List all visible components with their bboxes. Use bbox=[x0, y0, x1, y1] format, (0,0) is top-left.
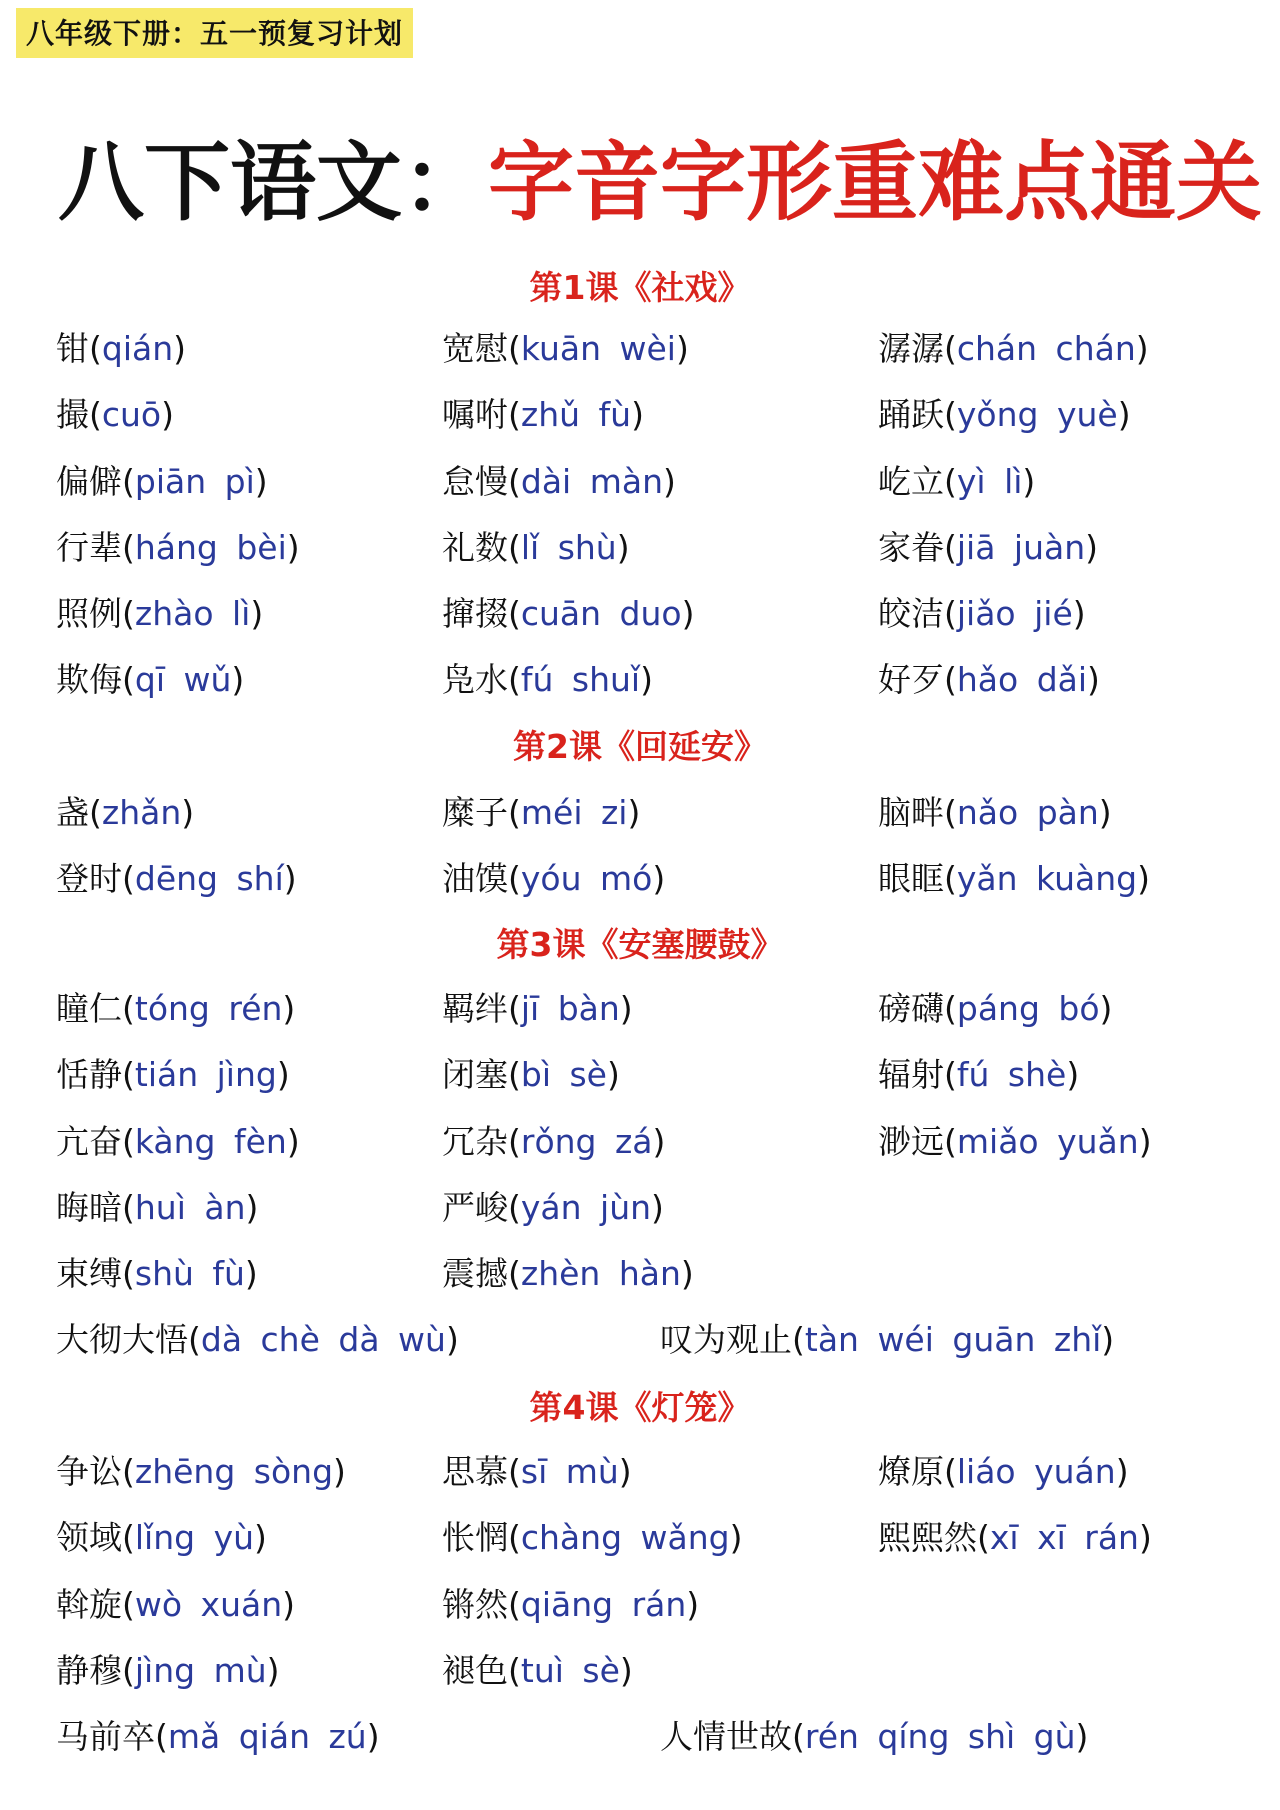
word-pinyin: fú shuǐ bbox=[520, 660, 641, 699]
close-paren: ) bbox=[651, 1188, 664, 1227]
word-pinyin: mǎ qián zú bbox=[167, 1717, 367, 1756]
vocab-entry bbox=[442, 787, 640, 839]
vocab-entry bbox=[442, 1645, 633, 1697]
word-characters: 眼眶 bbox=[878, 859, 944, 898]
vocab-entry bbox=[442, 389, 644, 441]
close-paren: ) bbox=[681, 594, 695, 633]
vocab-entry bbox=[878, 853, 1150, 905]
word-characters: 宽慰 bbox=[442, 329, 508, 368]
word-pinyin: yǒng yuè bbox=[956, 395, 1118, 434]
vocab-entry bbox=[56, 456, 268, 508]
word-characters: 辐射 bbox=[878, 1055, 944, 1094]
open-paren: ( bbox=[508, 528, 521, 567]
close-paren: ) bbox=[618, 1452, 632, 1491]
open-paren: ( bbox=[508, 793, 521, 832]
close-paren: ) bbox=[631, 395, 644, 434]
word-pinyin: tuì sè bbox=[520, 1651, 620, 1690]
word-pinyin: dà chè dà wù bbox=[200, 1320, 446, 1359]
word-pinyin: bì sè bbox=[520, 1055, 607, 1094]
close-paren: ) bbox=[652, 1122, 666, 1161]
vocab-entry-idiom bbox=[660, 1711, 1088, 1763]
word-pinyin: dài màn bbox=[520, 462, 663, 501]
close-paren: ) bbox=[254, 1518, 267, 1557]
word-characters: 脑畔 bbox=[878, 793, 944, 832]
open-paren: ( bbox=[89, 395, 102, 434]
word-pinyin: háng bèi bbox=[134, 528, 287, 567]
vocab-row bbox=[0, 522, 1280, 578]
word-pinyin: zhào lì bbox=[134, 594, 251, 633]
word-characters: 恬静 bbox=[56, 1055, 122, 1094]
vocab-row-idioms bbox=[0, 1711, 1280, 1767]
close-paren: ) bbox=[286, 1122, 300, 1161]
close-paren: ) bbox=[675, 329, 689, 368]
close-paren: ) bbox=[282, 989, 296, 1028]
open-paren: ( bbox=[508, 1452, 521, 1491]
open-paren: ( bbox=[122, 1254, 135, 1293]
close-paren: ) bbox=[1137, 859, 1151, 898]
vocab-entry bbox=[56, 983, 295, 1035]
word-pinyin: nǎo pàn bbox=[956, 793, 1099, 832]
open-paren: ( bbox=[944, 859, 957, 898]
close-paren: ) bbox=[1075, 1717, 1089, 1756]
vocab-entry bbox=[56, 787, 194, 839]
vocab-entry bbox=[56, 588, 263, 640]
word-characters: 领域 bbox=[56, 1518, 122, 1557]
word-pinyin: xī xī rán bbox=[989, 1518, 1139, 1557]
word-characters: 屹立 bbox=[878, 462, 944, 501]
word-characters: 思慕 bbox=[442, 1452, 508, 1491]
close-paren: ) bbox=[276, 1055, 290, 1094]
word-pinyin: tàn wéi guān zhǐ bbox=[804, 1320, 1102, 1359]
word-characters: 钳 bbox=[56, 329, 89, 368]
close-paren: ) bbox=[250, 594, 264, 633]
open-paren: ( bbox=[122, 462, 135, 501]
open-paren: ( bbox=[122, 1122, 135, 1161]
vocab-entry bbox=[56, 1182, 258, 1234]
word-pinyin: fú shè bbox=[956, 1055, 1067, 1094]
word-characters: 盏 bbox=[56, 793, 89, 832]
close-paren: ) bbox=[1115, 1452, 1129, 1491]
open-paren: ( bbox=[508, 1188, 521, 1227]
word-pinyin: huì àn bbox=[134, 1188, 246, 1227]
word-pinyin: rǒng zá bbox=[520, 1122, 653, 1161]
close-paren: ) bbox=[1066, 1055, 1080, 1094]
word-characters: 照例 bbox=[56, 594, 122, 633]
lesson-heading: 第1课《社戏》 bbox=[529, 268, 751, 307]
open-paren: ( bbox=[89, 793, 102, 832]
close-paren: ) bbox=[333, 1452, 346, 1491]
vocab-entry bbox=[878, 1512, 1152, 1564]
open-paren: ( bbox=[122, 1651, 135, 1690]
word-characters: 燎原 bbox=[878, 1452, 944, 1491]
vocab-entry bbox=[878, 522, 1098, 574]
open-paren: ( bbox=[122, 1518, 135, 1557]
close-paren: ) bbox=[616, 528, 630, 567]
close-paren: ) bbox=[619, 989, 633, 1028]
open-paren: ( bbox=[792, 1320, 805, 1359]
word-characters: 叹为观止 bbox=[660, 1320, 792, 1359]
close-paren: ) bbox=[729, 1518, 743, 1557]
word-characters: 束缚 bbox=[56, 1254, 122, 1293]
close-paren: ) bbox=[282, 1585, 296, 1624]
vocab-entry bbox=[878, 1049, 1079, 1101]
word-characters: 震撼 bbox=[442, 1254, 508, 1293]
vocab-entry bbox=[442, 1116, 665, 1168]
close-paren: ) bbox=[652, 859, 666, 898]
close-paren: ) bbox=[1087, 660, 1100, 699]
vocab-entry bbox=[442, 1049, 620, 1101]
word-characters: 礼数 bbox=[442, 528, 508, 567]
close-paren: ) bbox=[1101, 1320, 1115, 1359]
vocab-row bbox=[0, 654, 1280, 710]
vocab-entry bbox=[442, 1512, 742, 1564]
open-paren: ( bbox=[508, 989, 521, 1028]
open-paren: ( bbox=[122, 1452, 135, 1491]
vocab-row bbox=[0, 1645, 1280, 1701]
word-pinyin: yóu mó bbox=[520, 859, 653, 898]
word-characters: 磅礴 bbox=[878, 989, 944, 1028]
word-pinyin: qiāng rán bbox=[520, 1585, 687, 1624]
open-paren: ( bbox=[122, 1585, 135, 1624]
word-characters: 踊跃 bbox=[878, 395, 944, 434]
word-characters: 油馍 bbox=[442, 859, 508, 898]
open-paren: ( bbox=[508, 1585, 521, 1624]
open-paren: ( bbox=[508, 1254, 521, 1293]
open-paren: ( bbox=[508, 594, 521, 633]
close-paren: ) bbox=[366, 1717, 380, 1756]
word-pinyin: páng bó bbox=[956, 989, 1100, 1028]
vocab-row bbox=[0, 1579, 1280, 1635]
vocab-entry bbox=[56, 1049, 290, 1101]
open-paren: ( bbox=[977, 1518, 990, 1557]
vocab-entry bbox=[56, 323, 186, 375]
vocab-row bbox=[0, 456, 1280, 512]
close-paren: ) bbox=[1072, 594, 1086, 633]
open-paren: ( bbox=[508, 1122, 521, 1161]
word-characters: 潺潺 bbox=[878, 329, 944, 368]
word-characters: 嘱咐 bbox=[442, 395, 508, 434]
close-paren: ) bbox=[254, 462, 268, 501]
open-paren: ( bbox=[944, 1452, 957, 1491]
open-paren: ( bbox=[508, 395, 521, 434]
open-paren: ( bbox=[122, 1188, 135, 1227]
word-pinyin: lǐng yù bbox=[134, 1518, 255, 1557]
vocab-entry bbox=[442, 983, 633, 1035]
word-pinyin: jìng mù bbox=[134, 1651, 267, 1690]
close-paren: ) bbox=[1022, 462, 1036, 501]
word-characters: 斡旋 bbox=[56, 1585, 122, 1624]
word-pinyin: kàng fèn bbox=[134, 1122, 287, 1161]
vocab-row-idioms bbox=[0, 1314, 1280, 1370]
word-pinyin: zhǎn bbox=[101, 793, 182, 832]
header-badge: 八年级下册：五一预复习计划 bbox=[16, 8, 413, 58]
close-paren: ) bbox=[640, 660, 653, 699]
vocab-entry bbox=[56, 1645, 280, 1697]
word-pinyin: jiā juàn bbox=[956, 528, 1086, 567]
vocab-entry bbox=[878, 787, 1112, 839]
word-pinyin: yǎn kuàng bbox=[956, 859, 1138, 898]
vocab-entry bbox=[56, 389, 174, 441]
vocab-entry bbox=[56, 522, 300, 574]
vocab-entry bbox=[56, 1512, 267, 1564]
word-pinyin: liáo yuán bbox=[956, 1452, 1116, 1491]
open-paren: ( bbox=[122, 660, 135, 699]
word-pinyin: zhēng sòng bbox=[134, 1452, 334, 1491]
vocab-entry bbox=[442, 456, 676, 508]
vocab-entry-idiom bbox=[56, 1711, 380, 1763]
vocab-entry bbox=[878, 323, 1149, 375]
close-paren: ) bbox=[1098, 793, 1112, 832]
word-characters: 锵然 bbox=[442, 1585, 508, 1624]
vocab-entry bbox=[442, 1579, 699, 1631]
close-paren: ) bbox=[686, 1585, 700, 1624]
lesson-heading: 第4课《灯笼》 bbox=[529, 1388, 751, 1427]
word-characters: 撮 bbox=[56, 395, 89, 434]
vocab-row bbox=[0, 389, 1280, 445]
open-paren: ( bbox=[508, 329, 521, 368]
word-pinyin: rén qíng shì gù bbox=[804, 1717, 1076, 1756]
vocab-entry-idiom bbox=[56, 1314, 459, 1366]
close-paren: ) bbox=[161, 395, 174, 434]
close-paren: ) bbox=[286, 528, 300, 567]
close-paren: ) bbox=[680, 1254, 694, 1293]
close-paren: ) bbox=[231, 660, 245, 699]
vocab-entry bbox=[878, 456, 1035, 508]
vocab-entry bbox=[442, 654, 653, 706]
open-paren: ( bbox=[944, 594, 957, 633]
open-paren: ( bbox=[508, 859, 521, 898]
word-characters: 褪色 bbox=[442, 1651, 508, 1690]
word-pinyin: hǎo dǎi bbox=[956, 660, 1088, 699]
open-paren: ( bbox=[122, 1055, 135, 1094]
open-paren: ( bbox=[122, 528, 135, 567]
open-paren: ( bbox=[188, 1320, 201, 1359]
vocab-entry bbox=[56, 1116, 300, 1168]
open-paren: ( bbox=[122, 859, 135, 898]
lesson-heading: 第3课《安塞腰鼓》 bbox=[496, 925, 784, 964]
word-characters: 人情世故 bbox=[660, 1717, 792, 1756]
vocab-entry bbox=[442, 853, 665, 905]
word-pinyin: jī bàn bbox=[520, 989, 620, 1028]
word-pinyin: wò xuán bbox=[134, 1585, 283, 1624]
vocab-entry bbox=[878, 588, 1086, 640]
word-characters: 马前卒 bbox=[56, 1717, 155, 1756]
word-characters: 熙熙然 bbox=[878, 1518, 977, 1557]
close-paren: ) bbox=[1138, 1122, 1152, 1161]
word-characters: 闭塞 bbox=[442, 1055, 508, 1094]
word-pinyin: chàng wǎng bbox=[520, 1518, 730, 1557]
close-paren: ) bbox=[266, 1651, 280, 1690]
word-characters: 亢奋 bbox=[56, 1122, 122, 1161]
word-pinyin: cuō bbox=[101, 395, 162, 434]
word-pinyin: qián bbox=[101, 329, 174, 368]
word-characters: 糜子 bbox=[442, 793, 508, 832]
word-characters: 静穆 bbox=[56, 1651, 122, 1690]
vocab-entry bbox=[56, 1248, 258, 1300]
vocab-entry bbox=[56, 1579, 295, 1631]
word-pinyin: miǎo yuǎn bbox=[956, 1122, 1139, 1161]
vocab-entry bbox=[878, 654, 1100, 706]
word-pinyin: yán jùn bbox=[520, 1188, 652, 1227]
word-characters: 偏僻 bbox=[56, 462, 122, 501]
close-paren: ) bbox=[1135, 329, 1149, 368]
vocab-row bbox=[0, 323, 1280, 379]
open-paren: ( bbox=[508, 1518, 521, 1557]
word-pinyin: méi zi bbox=[520, 793, 628, 832]
vocab-entry bbox=[442, 1248, 694, 1300]
vocab-entry bbox=[56, 654, 244, 706]
vocab-entry bbox=[878, 1446, 1129, 1498]
close-paren: ) bbox=[619, 1651, 633, 1690]
vocab-entry bbox=[442, 1446, 632, 1498]
open-paren: ( bbox=[122, 989, 135, 1028]
open-paren: ( bbox=[508, 1055, 521, 1094]
vocab-row bbox=[0, 1512, 1280, 1568]
word-pinyin: shù fù bbox=[134, 1254, 245, 1293]
open-paren: ( bbox=[944, 462, 957, 501]
vocab-row bbox=[0, 1446, 1280, 1502]
word-pinyin: lǐ shù bbox=[520, 528, 617, 567]
vocab-entry bbox=[442, 522, 630, 574]
word-pinyin: jiǎo jié bbox=[956, 594, 1073, 633]
vocab-row bbox=[0, 588, 1280, 644]
word-characters: 撺掇 bbox=[442, 594, 508, 633]
vocab-row bbox=[0, 853, 1280, 909]
word-characters: 怅惘 bbox=[442, 1518, 508, 1557]
open-paren: ( bbox=[944, 989, 957, 1028]
word-characters: 晦暗 bbox=[56, 1188, 122, 1227]
title-highlight: 字音字形重难点通关 bbox=[488, 132, 1262, 233]
close-paren: ) bbox=[663, 462, 676, 501]
word-characters: 欺侮 bbox=[56, 660, 122, 699]
word-pinyin: zhèn hàn bbox=[520, 1254, 681, 1293]
vocab-row bbox=[0, 1248, 1280, 1304]
word-pinyin: sī mù bbox=[520, 1452, 619, 1491]
word-characters: 登时 bbox=[56, 859, 122, 898]
vocab-entry bbox=[878, 983, 1112, 1035]
word-characters: 冗杂 bbox=[442, 1122, 508, 1161]
word-characters: 大彻大悟 bbox=[56, 1320, 188, 1359]
word-pinyin: tián jìng bbox=[134, 1055, 277, 1094]
page-title bbox=[58, 128, 1262, 238]
close-paren: ) bbox=[1117, 395, 1131, 434]
close-paren: ) bbox=[1099, 989, 1113, 1028]
word-characters: 瞳仁 bbox=[56, 989, 122, 1028]
vocab-row bbox=[0, 1116, 1280, 1172]
word-characters: 凫水 bbox=[442, 660, 508, 699]
title-prefix: 八下语文： bbox=[58, 132, 488, 233]
word-characters: 羁绊 bbox=[442, 989, 508, 1028]
open-paren: ( bbox=[944, 1122, 957, 1161]
open-paren: ( bbox=[944, 528, 957, 567]
close-paren: ) bbox=[244, 1254, 258, 1293]
close-paren: ) bbox=[1138, 1518, 1152, 1557]
word-pinyin: qī wǔ bbox=[134, 660, 232, 699]
word-pinyin: kuān wèi bbox=[520, 329, 676, 368]
word-pinyin: dēng shí bbox=[134, 859, 284, 898]
vocab-entry-idiom bbox=[660, 1314, 1114, 1366]
close-paren: ) bbox=[283, 859, 297, 898]
open-paren: ( bbox=[944, 329, 957, 368]
close-paren: ) bbox=[245, 1188, 259, 1227]
open-paren: ( bbox=[944, 1055, 957, 1094]
word-pinyin: zhǔ fù bbox=[520, 395, 632, 434]
word-characters: 家眷 bbox=[878, 528, 944, 567]
close-paren: ) bbox=[445, 1320, 459, 1359]
open-paren: ( bbox=[944, 660, 957, 699]
open-paren: ( bbox=[792, 1717, 805, 1756]
word-pinyin: yì lì bbox=[956, 462, 1023, 501]
word-characters: 怠慢 bbox=[442, 462, 508, 501]
close-paren: ) bbox=[606, 1055, 620, 1094]
close-paren: ) bbox=[173, 329, 187, 368]
word-characters: 争讼 bbox=[56, 1452, 122, 1491]
close-paren: ) bbox=[627, 793, 641, 832]
vocab-entry bbox=[878, 389, 1131, 441]
vocab-entry bbox=[56, 853, 297, 905]
vocab-entry bbox=[442, 323, 689, 375]
open-paren: ( bbox=[122, 594, 135, 633]
vocab-row bbox=[0, 1049, 1280, 1105]
open-paren: ( bbox=[155, 1717, 168, 1756]
word-characters: 皎洁 bbox=[878, 594, 944, 633]
word-pinyin: chán chán bbox=[956, 329, 1136, 368]
word-characters: 渺远 bbox=[878, 1122, 944, 1161]
vocab-entry bbox=[56, 1446, 346, 1498]
vocab-row bbox=[0, 983, 1280, 1039]
open-paren: ( bbox=[944, 793, 957, 832]
open-paren: ( bbox=[508, 462, 521, 501]
word-characters: 行辈 bbox=[56, 528, 122, 567]
vocab-entry bbox=[442, 1182, 664, 1234]
word-characters: 好歹 bbox=[878, 660, 944, 699]
word-characters: 严峻 bbox=[442, 1188, 508, 1227]
close-paren: ) bbox=[181, 793, 195, 832]
open-paren: ( bbox=[508, 1651, 521, 1690]
vocab-entry bbox=[442, 588, 695, 640]
open-paren: ( bbox=[89, 329, 102, 368]
vocab-row bbox=[0, 787, 1280, 843]
word-pinyin: tóng rén bbox=[134, 989, 283, 1028]
open-paren: ( bbox=[944, 395, 957, 434]
word-pinyin: cuān duo bbox=[520, 594, 682, 633]
lesson-heading: 第2课《回延安》 bbox=[513, 727, 767, 766]
close-paren: ) bbox=[1085, 528, 1099, 567]
vocab-entry bbox=[878, 1116, 1152, 1168]
word-pinyin: piān pì bbox=[134, 462, 255, 501]
open-paren: ( bbox=[508, 660, 521, 699]
vocab-row bbox=[0, 1182, 1280, 1238]
